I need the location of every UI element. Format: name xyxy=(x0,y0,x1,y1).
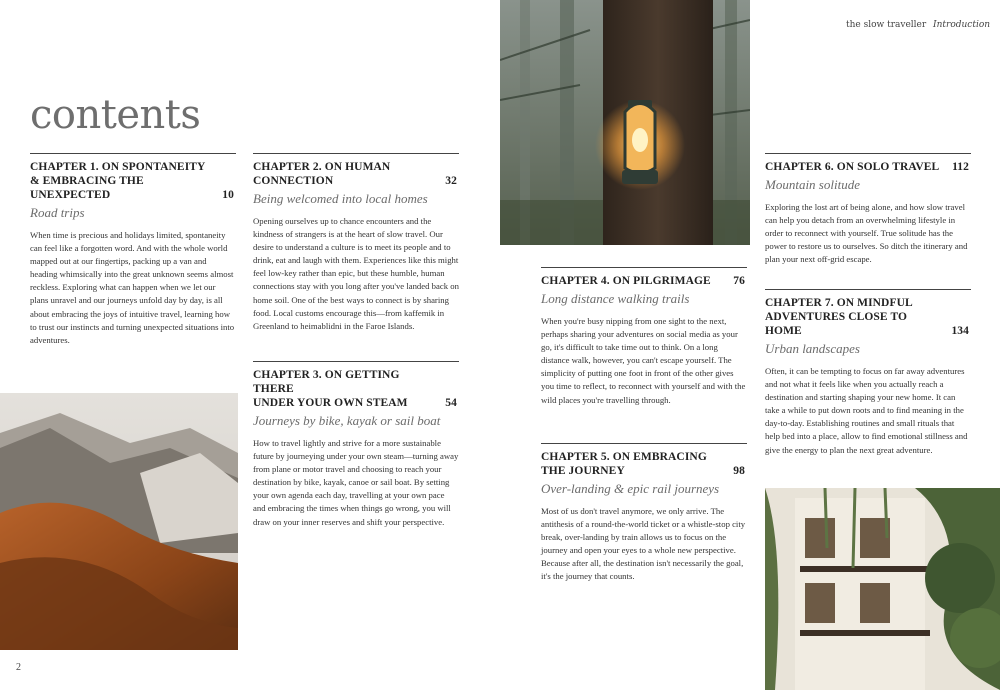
chapter-description: Most of us don't travel anymore, we only arrive. The antithesis of a round-the-world ticket or a whistle-stop city break, over-landing by train allows us to focus on the journey and open your eyes to a whole new perspective. Because after all, the destination isn't necessarily the goal, it's the journey that counts. xyxy=(541,506,746,582)
page-title: contents xyxy=(30,92,201,138)
chapter-description: Exploring the lost art of being alone, and how slow travel can help you detach from an overwhelming lifestyle in order to reconnect with yourself. True solitude has the power to restore us to ourselves. So ditch the itinerary and plan your next off-grid escape. xyxy=(765,202,968,265)
chapter-description: Often, it can be tempting to focus on far away adventures and not what it feels like when you actually reach a destination and starting shaping your new home. It can take a while to put down roots and to find meaning in the day-to-day. Establishing routines and small rituals that help bed into a place, allow to find emotional stillness and give the energy to plan the next great adventure. xyxy=(765,366,968,455)
chapter-subtitle: Mountain solitude xyxy=(765,177,860,192)
chapter-heading-line2: CONNECTION xyxy=(253,175,334,187)
chapter-heading-line1: CHAPTER 1. ON SPONTANEITY xyxy=(30,161,206,173)
chapter-heading[interactable] xyxy=(765,160,971,174)
chapter-rule xyxy=(765,153,971,154)
chapter-heading-line1: CHAPTER 7. ON MINDFUL xyxy=(765,297,913,309)
chapter-description: How to travel lightly and strive for a more sustainable future by journeying under your own steam—turning away from plane or motor travel and choosing to reach your destination by bike, kayak, canoe or sail boat. By setting your own agenda each day, travelling at your own pace and embracing the times when things go wrong, you will draw on your inner reserves and shift your perspective. xyxy=(253,438,459,527)
chapter-heading-line1: CHAPTER 4. ON PILGRIMAGE xyxy=(541,275,711,287)
chapter-rule xyxy=(253,361,459,362)
chapter-heading-line2: & EMBRACING THE UNEXPECTED xyxy=(30,175,144,201)
chapter-heading-line1: CHAPTER 6. ON SOLO TRAVEL xyxy=(765,161,940,173)
chapter-7 xyxy=(765,289,971,457)
chapter-page-number: 54 xyxy=(445,397,457,409)
urban-building-plants-photo xyxy=(765,488,1000,690)
chapter-heading[interactable] xyxy=(253,160,459,188)
chapter-4 xyxy=(541,267,747,407)
chapter-heading[interactable] xyxy=(765,296,971,338)
chapter-rule xyxy=(253,153,459,154)
chapter-heading-line2: ADVENTURES CLOSE TO HOME xyxy=(765,311,908,337)
chapter-heading-line2: THE JOURNEY xyxy=(541,465,625,477)
chapter-rule xyxy=(30,153,236,154)
chapter-heading-line1: CHAPTER 3. ON GETTING THERE xyxy=(253,369,400,395)
chapter-subtitle: Urban landscapes xyxy=(765,341,860,356)
running-head-section: Introduction xyxy=(933,20,991,30)
chapter-rule xyxy=(541,267,747,268)
chapter-heading-line1: CHAPTER 5. ON EMBRACING xyxy=(541,451,707,463)
chapter-rule xyxy=(541,443,747,444)
chapter-subtitle: Over-landing & epic rail journeys xyxy=(541,481,720,496)
running-head-book: the slow traveller xyxy=(846,20,927,30)
chapter-3 xyxy=(253,361,459,529)
chapter-page-number: 98 xyxy=(733,465,745,477)
chapter-6 xyxy=(765,153,971,266)
chapter-heading-line2: UNDER YOUR OWN STEAM xyxy=(253,397,408,409)
chapter-page-number: 134 xyxy=(951,325,969,337)
chapter-heading-line1: CHAPTER 2. ON HUMAN xyxy=(253,161,391,173)
chapter-description: When time is precious and holidays limited, spontaneity can feel like a forgotten word. And with the whole world mapped out at our fingertips, packing up a van and heading whimsically into the great unknown seems almost reckless. Exploring what can happen when we let our plans unravel and our journeys unfold day by day, is all about embracing the joys of intuitive travel, learning how to trust our instincts and turning unexpected situations into adventures. xyxy=(30,230,235,345)
chapter-heading[interactable] xyxy=(30,160,236,202)
chapter-2 xyxy=(253,153,459,333)
chapter-page-number: 10 xyxy=(222,189,234,201)
page-number: 2 xyxy=(16,662,21,673)
chapter-subtitle: Long distance walking trails xyxy=(541,291,690,306)
running-head xyxy=(846,20,991,30)
forest-lantern-photo xyxy=(500,0,750,245)
chapter-subtitle: Being welcomed into local homes xyxy=(253,191,428,206)
chapter-heading[interactable] xyxy=(253,368,459,410)
chapter-rule xyxy=(765,289,971,290)
chapter-description: Opening ourselves up to chance encounters and the kindness of strangers is at the heart of slow travel. Our desire to understand a culture is to meet its people and to drink, eat and laugh with them. Experiences like this might feel low-key rather than epic, but these humble, human connections stay with you long after you've landed back on home soil. One of the best ways to connect is by sharing food. Local customs encourage this—from kaffemik in Greenland to heimablidni in the Faroe Islands. xyxy=(253,216,459,331)
chapter-5 xyxy=(541,443,747,584)
chapter-page-number: 76 xyxy=(733,275,745,287)
mountain-landscape-photo xyxy=(0,393,238,650)
chapter-page-number: 32 xyxy=(445,175,457,187)
chapter-1 xyxy=(30,153,236,347)
chapter-subtitle: Journeys by bike, kayak or sail boat xyxy=(253,413,441,428)
chapter-heading[interactable] xyxy=(541,450,747,478)
chapter-heading[interactable] xyxy=(541,274,747,288)
chapter-page-number: 112 xyxy=(952,161,969,173)
chapter-subtitle: Road trips xyxy=(30,205,85,220)
chapter-description: When you're busy nipping from one sight to the next, perhaps sharing your adventures on social media as your go, it's difficult to take time out to think. On a long distance walk, however, you can't escape yourself. The simplicity of putting one foot in front of the other gives you time to reflect, to reconnect with yourself and with the wild places you're travelling through. xyxy=(541,316,746,405)
